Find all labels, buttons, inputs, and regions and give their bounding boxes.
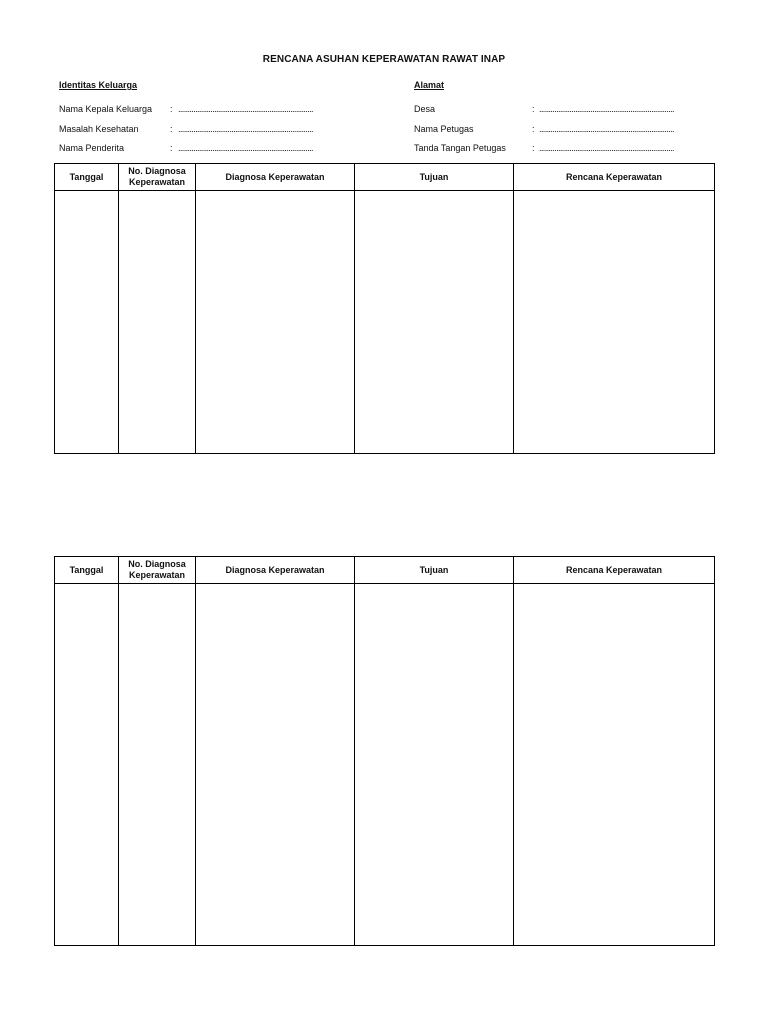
header-rencana-keperawatan: Rencana Keperawatan bbox=[514, 557, 715, 584]
header-no-diagnosa bbox=[119, 557, 196, 584]
document-title: RENCANA ASUHAN KEPERAWATAN RAWAT INAP bbox=[262, 54, 506, 65]
field-blank-nama-kepala-keluarga[interactable]: ....................................................................... bbox=[178, 104, 313, 114]
cell-tanggal[interactable] bbox=[55, 584, 119, 946]
header-rencana-keperawatan: Rencana Keperawatan bbox=[514, 164, 715, 191]
field-label-masalah-kesehatan: Masalah Kesehatan bbox=[59, 124, 139, 134]
header-no-diagnosa-line1: No. Diagnosa bbox=[128, 166, 186, 176]
header-no-diagnosa-line1: No. Diagnosa bbox=[128, 559, 186, 569]
cell-diagnosa-keperawatan[interactable] bbox=[196, 191, 355, 454]
header-no-diagnosa bbox=[119, 164, 196, 191]
field-label-nama-petugas: Nama Petugas bbox=[414, 124, 474, 134]
header-tanggal: Tanggal bbox=[55, 164, 119, 191]
cell-diagnosa-keperawatan[interactable] bbox=[196, 584, 355, 946]
header-no-diagnosa-line2: Keperawatan bbox=[128, 177, 186, 187]
field-blank-desa[interactable]: ....................................................................... bbox=[539, 104, 674, 114]
cell-tujuan[interactable] bbox=[355, 191, 514, 454]
field-blank-nama-penderita[interactable]: ....................................................................... bbox=[178, 143, 313, 153]
alamat-heading: Alamat bbox=[414, 80, 445, 90]
header-tanggal: Tanggal bbox=[55, 557, 119, 584]
cell-tanggal[interactable] bbox=[55, 191, 119, 454]
table-row bbox=[55, 191, 715, 454]
field-label-desa: Desa bbox=[414, 104, 436, 114]
identitas-heading: Identitas Keluarga bbox=[59, 80, 138, 90]
header-tujuan: Tujuan bbox=[355, 164, 514, 191]
cell-no-diagnosa[interactable] bbox=[119, 191, 196, 454]
field-colon: : bbox=[170, 104, 173, 114]
care-plan-table-1 bbox=[54, 163, 715, 454]
field-colon: : bbox=[532, 124, 535, 134]
field-colon: : bbox=[170, 143, 173, 153]
header-tujuan: Tujuan bbox=[355, 557, 514, 584]
field-blank-nama-petugas[interactable]: ....................................................................... bbox=[539, 124, 674, 134]
field-label-tanda-tangan-petugas: Tanda Tangan Petugas bbox=[414, 143, 506, 153]
field-colon: : bbox=[170, 124, 173, 134]
field-label-nama-kepala-keluarga: Nama Kepala Keluarga bbox=[59, 104, 153, 114]
field-blank-masalah-kesehatan[interactable]: ....................................................................... bbox=[178, 124, 313, 134]
field-blank-tanda-tangan-petugas[interactable]: ....................................................................... bbox=[539, 143, 674, 153]
header-no-diagnosa-line2: Keperawatan bbox=[128, 570, 186, 580]
header-diagnosa-keperawatan: Diagnosa Keperawatan bbox=[196, 557, 355, 584]
header-diagnosa-keperawatan: Diagnosa Keperawatan bbox=[196, 164, 355, 191]
table-row bbox=[55, 584, 715, 946]
field-colon: : bbox=[532, 143, 535, 153]
field-label-nama-penderita: Nama Penderita bbox=[59, 143, 125, 153]
field-colon: : bbox=[532, 104, 535, 114]
cell-no-diagnosa[interactable] bbox=[119, 584, 196, 946]
care-plan-table-2 bbox=[54, 556, 715, 946]
cell-rencana-keperawatan[interactable] bbox=[514, 584, 715, 946]
cell-tujuan[interactable] bbox=[355, 584, 514, 946]
cell-rencana-keperawatan[interactable] bbox=[514, 191, 715, 454]
